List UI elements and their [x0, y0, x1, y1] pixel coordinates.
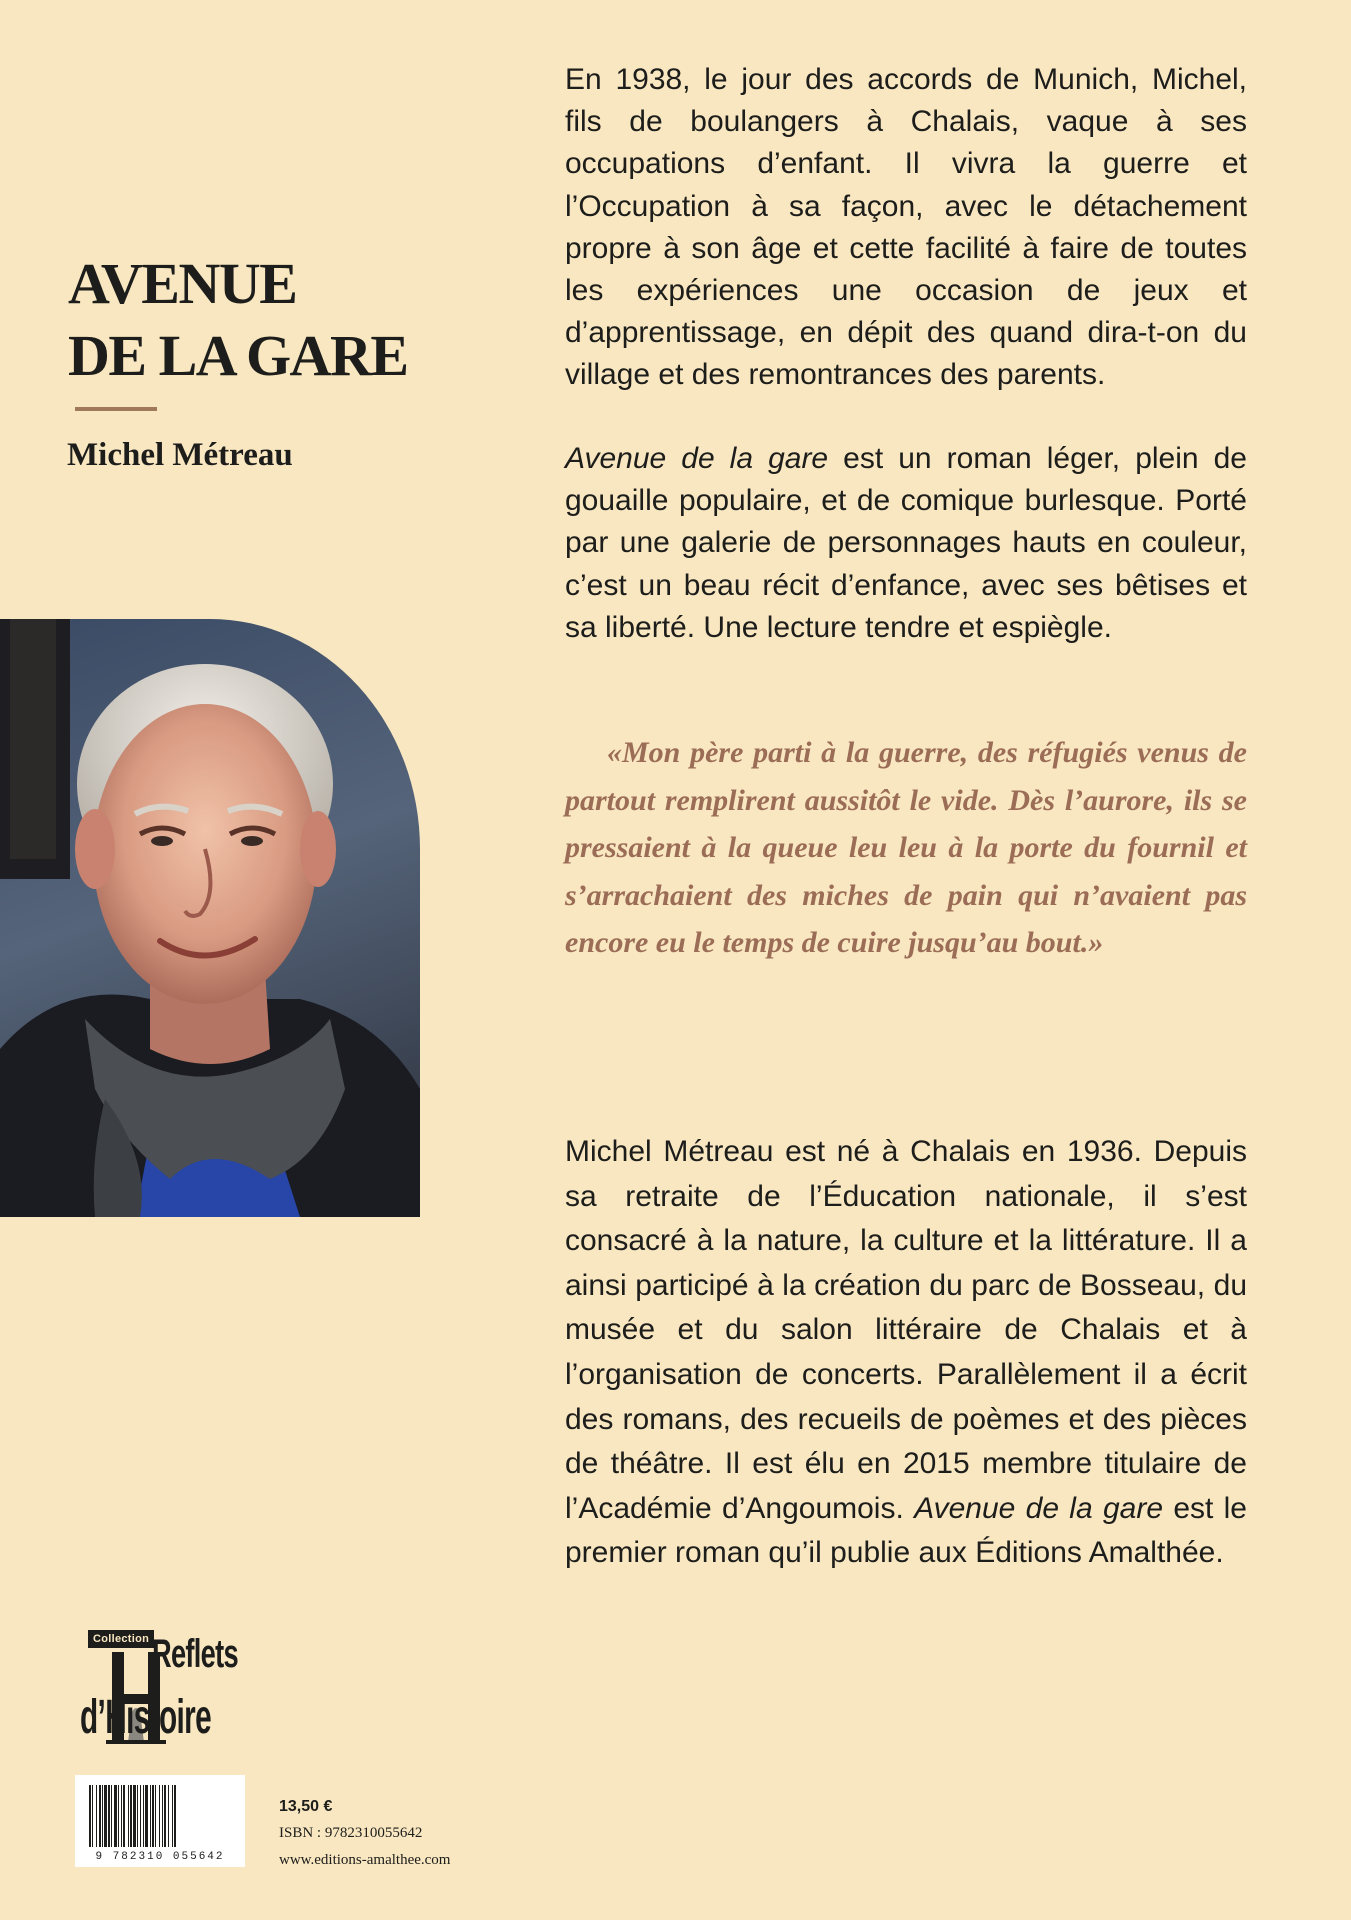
title-divider — [75, 407, 157, 411]
barcode-digits: 9 782310 055642 — [95, 1851, 225, 1863]
barcode-bar — [102, 1785, 103, 1847]
author-name: Michel Métreau — [67, 437, 293, 473]
barcode-bar — [130, 1785, 132, 1847]
barcode-bar — [159, 1785, 160, 1847]
publisher-website: www.editions-amalthee.com — [279, 1852, 451, 1868]
barcode-bar — [133, 1785, 136, 1847]
price: 13,50 € — [279, 1798, 333, 1815]
collection-word-histoire: d’Histoire — [80, 1691, 212, 1744]
barcode-bar — [92, 1785, 93, 1847]
barcode-bar — [152, 1785, 154, 1847]
author-photo — [0, 619, 420, 1217]
barcode-bar — [155, 1785, 156, 1847]
barcode-bar — [145, 1785, 148, 1847]
bio-text-2: est le premier roman qu’il publie aux Éditions Amalthée. — [565, 1491, 1247, 1570]
author-bio-paragraph — [565, 1130, 1247, 1576]
quote-text: «Mon père parti à la guerre, des réfugiés venus de partout remplirent aussitôt le vide. Dès l’aurore, ils se pressaient à la queue leu leu à la porte du fournil et s’arrachaient des miches de pain qui n’avaient pas encore eu le temps de cuire jusqu’au bout.» — [565, 736, 1247, 959]
summary-text: est un roman léger, plein de gouaille populaire, et de comique burlesque. Porté par une galerie de personnages hauts en couleur, c’est un beau récit d’enfance, avec ses bêtises et sa liberté. Une lecture tendre et espiègle. — [565, 442, 1247, 644]
barcode-bar — [137, 1785, 138, 1847]
publication-info — [279, 1793, 450, 1874]
barcode-bar — [128, 1785, 129, 1847]
barcode-bar — [162, 1785, 163, 1847]
bio-book-title: Avenue de la gare — [914, 1491, 1164, 1525]
barcode-bar — [114, 1785, 117, 1847]
excerpt-quote — [565, 729, 1247, 967]
summary-book-title: Avenue de la gare — [565, 442, 829, 475]
barcode-bar — [89, 1785, 91, 1847]
barcode-bar — [108, 1785, 110, 1847]
barcode-bar — [104, 1785, 107, 1847]
collection-logo — [80, 1630, 250, 1748]
barcode-bar — [96, 1785, 97, 1847]
barcode-bar — [111, 1785, 112, 1847]
intro-paragraph: En 1938, le jour des accords de Munich, Michel, fils de boulangers à Chalais, vaque à ses occupations d’enfant. Il vivra la guerre et l’Occupation à sa façon, avec le détachement propre à son âge et cette facilité à faire de toutes les expériences une occasion de jeux et d’apprentissage, en dépit des quand dira-t-on du village et des remontrances des parents. — [565, 63, 1247, 392]
author-portrait-icon — [0, 619, 420, 1217]
book-title — [68, 248, 448, 392]
bio-text-1: Michel Métreau est né à Chalais en 1936. Depuis sa retraite de l’Éducation nationale, il s’est consacré à la nature, la culture et la littérature. Il a ainsi participé à la création du parc de Bosseau, du musée et du salon littéraire de Chalais et à l’organisation de concerts. Parallèlement il a écrit des romans, des recueils de poèmes et des pièces de théâtre. Il est élu en 2015 membre titulaire de l’Académie d’Angoumois. — [565, 1135, 1247, 1525]
barcode-bar — [164, 1785, 166, 1847]
isbn: ISBN : 9782310055642 — [279, 1825, 423, 1841]
barcode-bar — [121, 1785, 122, 1847]
barcode-bar — [140, 1785, 141, 1847]
barcode-bar — [150, 1785, 151, 1847]
barcode-bar — [99, 1785, 101, 1847]
barcode-bar — [174, 1785, 176, 1847]
book-title-line-1: AVENUE — [68, 251, 297, 316]
barcode-bar — [168, 1785, 169, 1847]
barcode-bar — [118, 1785, 119, 1847]
barcode-bar — [172, 1785, 173, 1847]
book-title-line-2: DE LA GARE — [68, 323, 408, 388]
collection-word-reflets: Reflets — [152, 1632, 238, 1676]
barcode-bar — [123, 1785, 125, 1847]
barcode-bar — [143, 1785, 144, 1847]
isbn-barcode — [75, 1775, 245, 1867]
collection-tag: Collection — [88, 1630, 154, 1648]
summary-paragraph — [565, 438, 1247, 649]
